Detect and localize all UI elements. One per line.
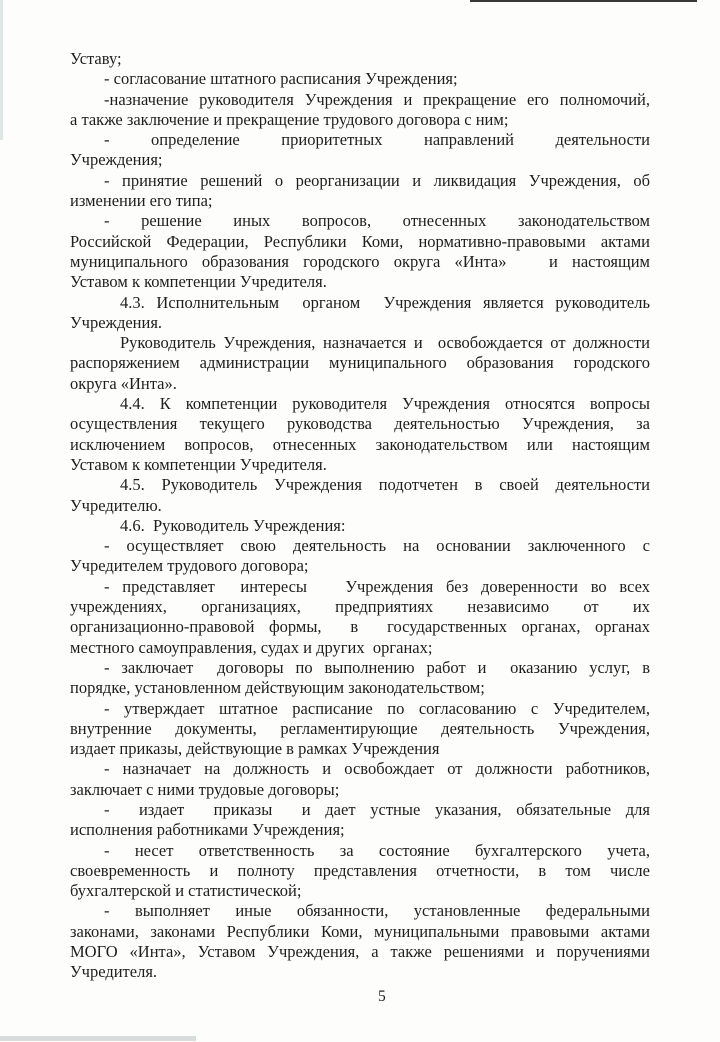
text-line: - определение приоритетных направлений деятельности	[104, 130, 650, 150]
text-line: Уставу;	[70, 49, 122, 68]
text-line: МОГО «Инта», Уставом Учреждения, а также решениями и поручениями	[70, 942, 650, 962]
text-line: 4.5. Руководитель Учреждения подотчетен в своей деятельности	[120, 475, 650, 495]
text-line: Учредителю.	[70, 495, 162, 515]
text-line: Учреждения.	[70, 312, 163, 332]
text-line: Учредителем трудового договора;	[70, 556, 309, 576]
text-line: -назначение руководителя Учреждения и прекращение его полномочий,	[104, 89, 650, 109]
text-line: муниципального образования городского округа «Инта» и настоящим	[70, 251, 650, 271]
document-text-block	[70, 49, 650, 983]
scan-edge-artifact-top	[470, 0, 697, 2]
text-line: исключением вопросов, отнесенных законодательством или настоящим	[70, 434, 650, 454]
text-line: осуществления текущего руководства деятельностью Учреждения, за	[70, 414, 650, 434]
text-line: Уставом к компетенции Учредителя.	[70, 272, 327, 292]
text-line: - согласование штатного расписания Учреждения;	[104, 69, 458, 89]
text-line: порядке, установленном действующим законодательством;	[70, 678, 485, 698]
text-line: 4.4. К компетенции руководителя Учреждения относятся вопросы	[120, 394, 650, 414]
text-line: распоряжением администрации муниципального образования городского	[70, 353, 650, 373]
text-line: Уставом к компетенции Учредителя.	[70, 454, 327, 474]
text-line: - принятие решений о реорганизации и ликвидация Учреждения, об	[104, 170, 650, 190]
text-line: 4.3. Исполнительным органом Учреждения является руководитель	[120, 292, 650, 312]
text-line: организационно-правовой формы, в государственных органах, органах	[70, 617, 650, 637]
text-line: - заключает договоры по выполнению работ и оказанию услуг, в	[104, 657, 650, 677]
text-line: округа «Инта».	[70, 373, 177, 393]
text-line: бухгалтерской и статистической;	[70, 881, 302, 901]
text-line: - выполняет иные обязанности, установленные федеральными	[104, 901, 650, 921]
text-line: а также заключение и прекращение трудового договора с ним;	[70, 109, 509, 129]
text-line: - назначает на должность и освобождает от должности работников,	[104, 759, 650, 779]
text-line: заключает с ними трудовые договоры;	[70, 779, 340, 799]
text-line: - представляет интересы Учреждения без доверенности во всех	[104, 576, 650, 596]
text-line: - утверждает штатное расписание по согласованию с Учредителем,	[104, 698, 650, 718]
text-line: - несет ответственность за состояние бухгалтерского учета,	[104, 840, 650, 860]
text-line: местного самоуправления, судах и других органах;	[70, 637, 433, 657]
text-line: исполнения работниками Учреждения;	[70, 820, 345, 840]
text-line: 4.6. Руководитель Учреждения:	[120, 515, 346, 535]
text-line: законами, законами Республики Коми, муниципальными правовыми актами	[70, 921, 650, 941]
text-line: Учреждения;	[70, 150, 163, 170]
scan-edge-artifact-left	[0, 0, 3, 140]
text-line: внутренние документы, регламентирующие деятельность Учреждения,	[70, 718, 650, 738]
page-number: 5	[378, 988, 386, 1005]
text-line: Российской Федерации, Республики Коми, нормативно-правовыми актами	[70, 231, 650, 251]
text-line: Учредителя.	[70, 962, 158, 982]
text-line: - решение иных вопросов, отнесенных законодательством	[104, 211, 650, 231]
text-line: учреждениях, организациях, предприятиях независимо от их	[70, 597, 650, 617]
scan-edge-artifact-bottom	[0, 1036, 196, 1041]
text-line: - издает приказы и дает устные указания, обязательные для	[104, 799, 650, 819]
text-line: Руководитель Учреждения, назначается и освобождается от должности	[120, 333, 650, 353]
text-line: - осуществляет свою деятельность на основании заключенного с	[104, 536, 650, 556]
text-line: издает приказы, действующие в рамках Учреждения	[70, 739, 440, 759]
text-line: изменении его типа;	[70, 191, 213, 211]
text-line: своевременность и полноту представления отчетности, в том числе	[70, 860, 650, 880]
